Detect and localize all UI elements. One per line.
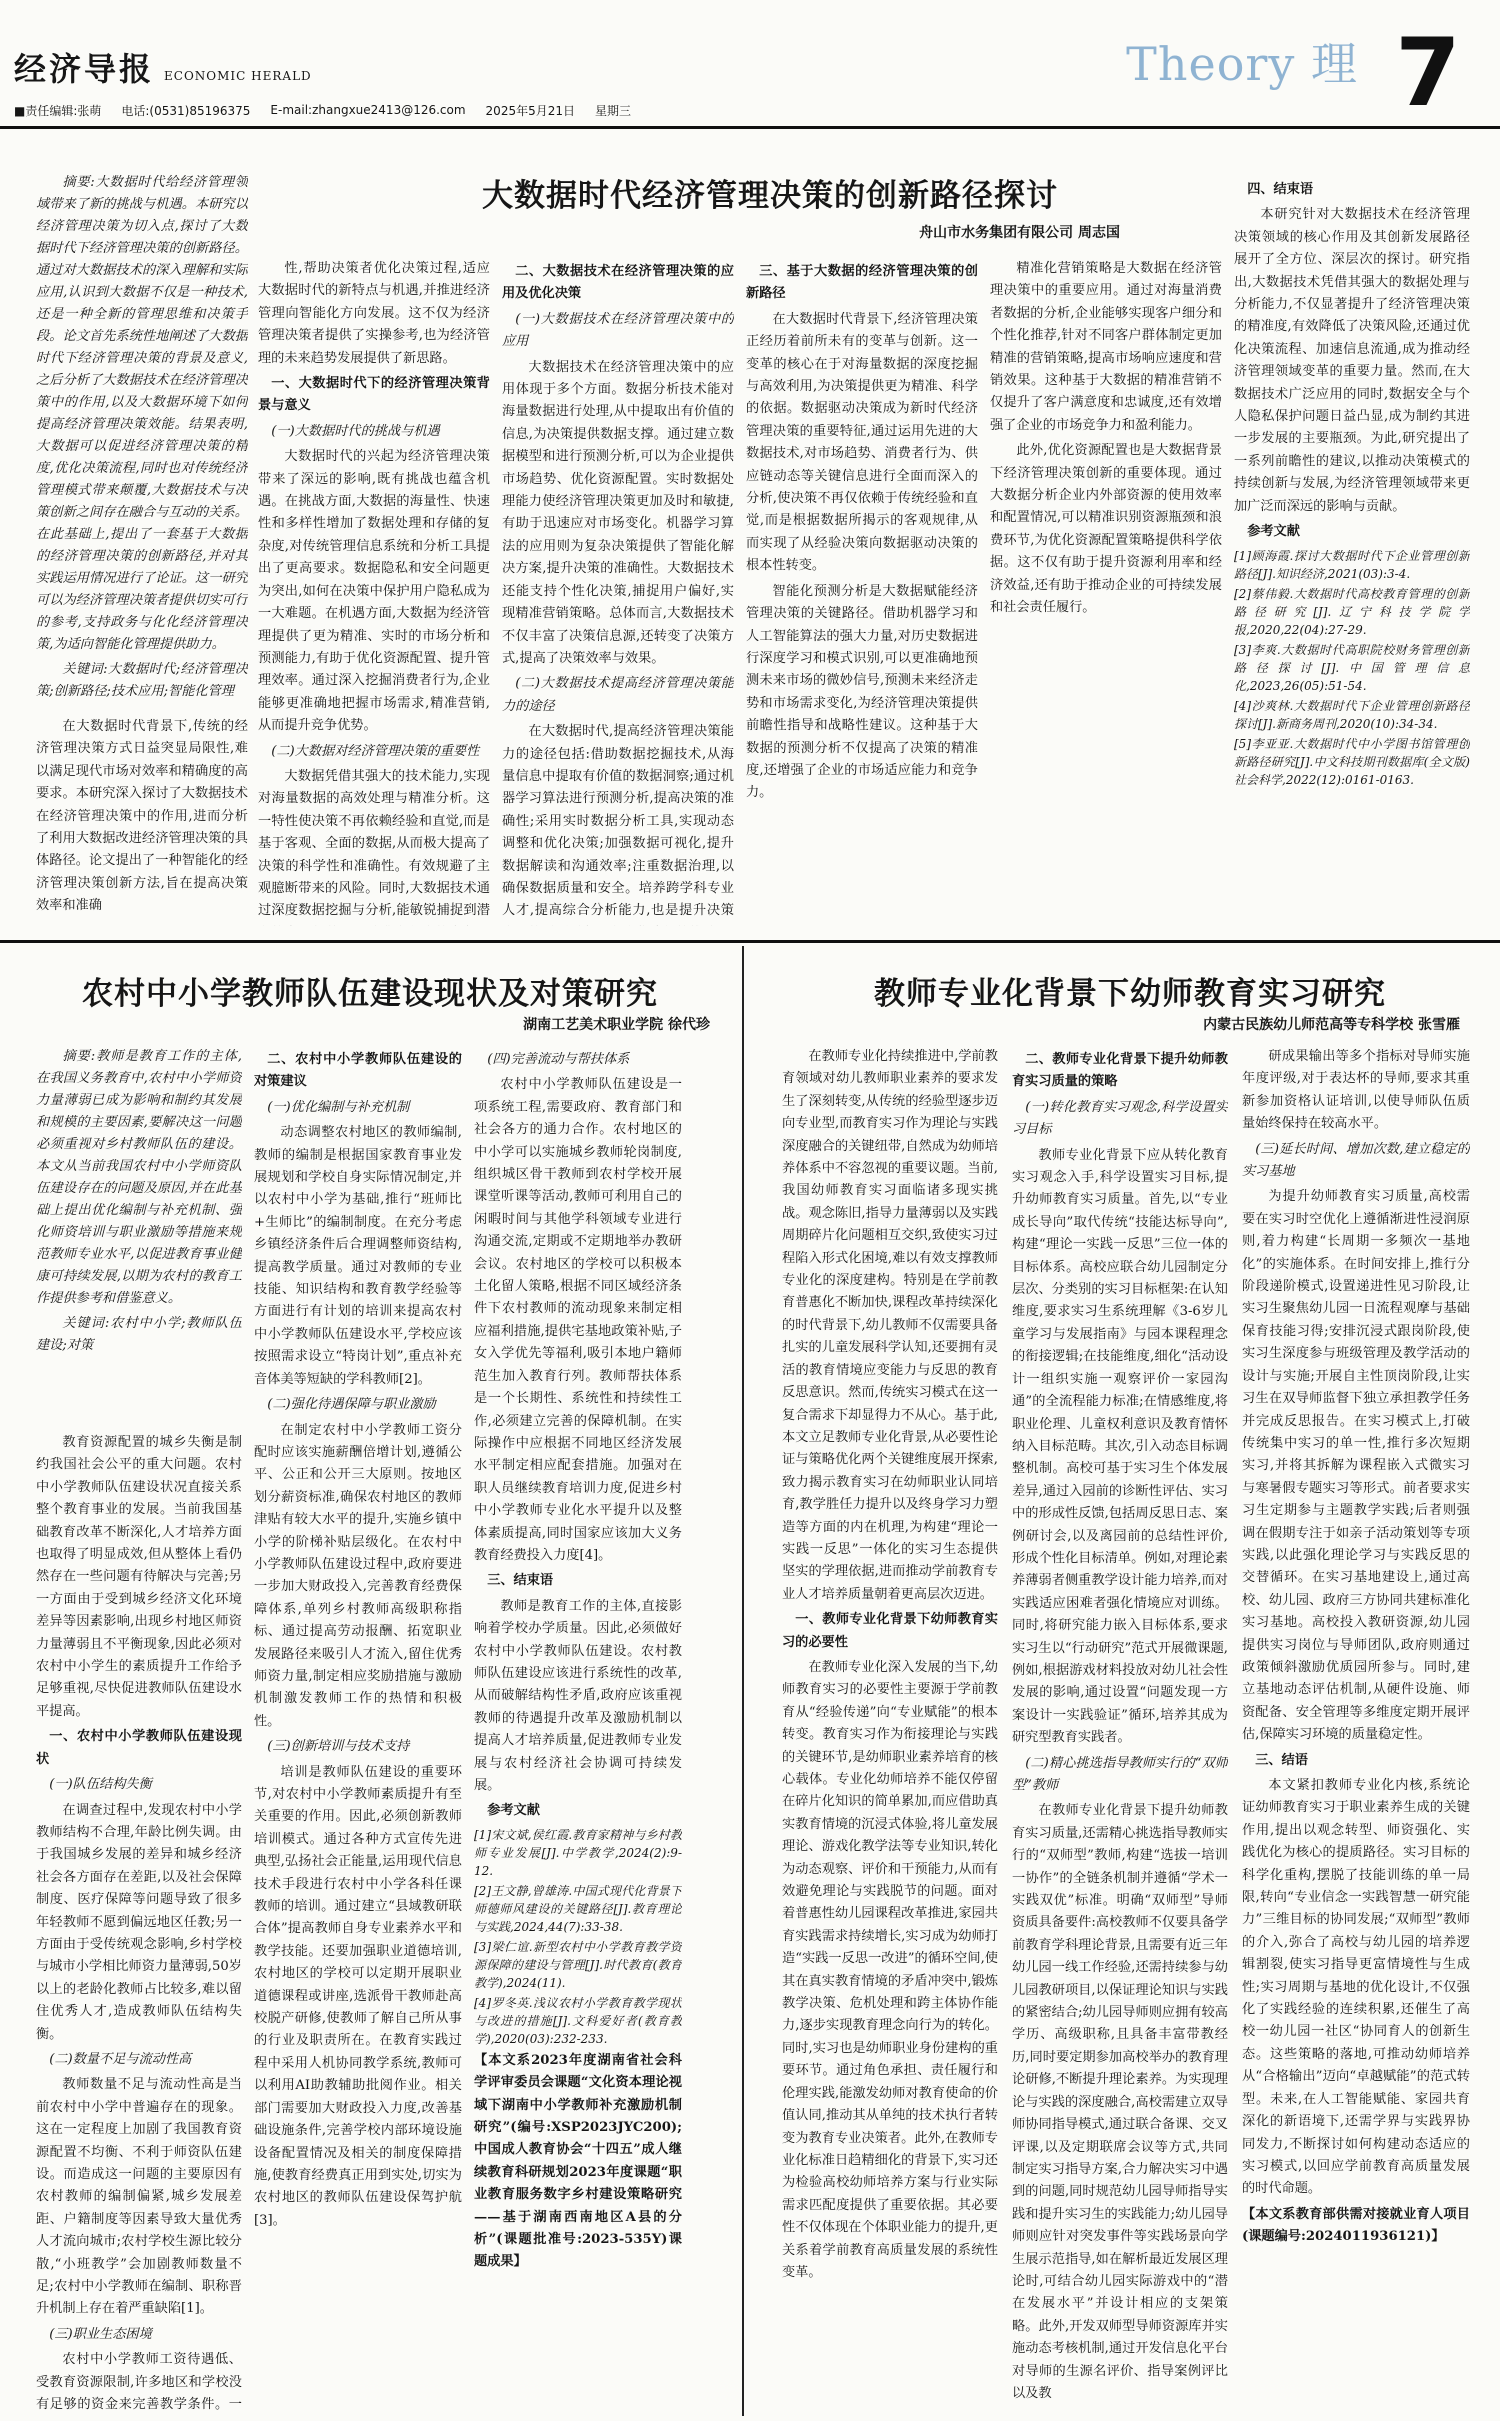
funding-note: 【本文系教育部供需对接就业育人项目(课题编号:2024011936121)】 <box>1242 2206 1470 2245</box>
funding-note: 【本文系2023年度湖南省社会科学评审委员会课题“文化资本理论视域下湖南中小学教师补充激励机制研究”(编号:XSP2023JYC200);中国成人教育协会“十四五”成人继续教育科研规划2023年度课题“职业教育服务数字乡村建设策略研究——基于湖南西南地区A县的分析”(课题批准号:2023-535Y)课题成果】 <box>474 2052 682 2270</box>
paragraph: 在制定农村中小学教师工资分配时应该实施薪酬倍增计划,遵循公平、公正和公开三大原则。按地区划分薪资标准,确保农村地区的教师津贴有较大水平的提升,实施乡镇中小学的阶梯补贴层级化。在农村中小学教师队伍建设过程中,政府要进一步加大财政投入,完善教育经费保障体系,单列乡村教师高级职称指标、通过提高劳动报酬、拓宽职业发展路径来吸引人才流入,留住优秀师资力量,制定相应奖励措施与激励机制激发教师工作的热情和积极性。 <box>254 1422 462 1729</box>
subsection-heading: (二)大数据对经济管理决策的重要性 <box>271 743 480 759</box>
paragraph: 动态调整农村地区的教师编制,教师的编制是根据国家教育事业发展规划和学校自身实际情况制定,并以农村中小学为基础,推行“班师比+生师比”的编制制度。在充分考虑乡镇经济条件后合理调整师资结构,提高教学质量。通过对教师的专业技能、知识结构和教育教学经验等方面进行有计划的培训来提高农村中小学教师队伍建设水平,学校应该按照需求设立“特岗计划”,重点补充音体美等短缺的学科教师[2]。 <box>254 1125 462 1387</box>
abstract-text: 摘要:教师是教育工作的主体,在我国义务教育中,农村中小学师资力量薄弱已成为影响和制约其发展和规模的主要因素,要解决这一问题必须重视对乡村教师队伍的建设。本文从当前我国农村中小学师资队伍建设存在的问题及原因,并在此基础上提出优化编制与补充机制、强化师资培训与职业激励等措施来规范教师专业水平,以促进教育事业健康可持续发展,以期为农村的教育工作提供参考和借鉴意义。 <box>36 1049 242 1306</box>
subsection-heading: (一)优化编制与补充机制 <box>267 1099 410 1115</box>
meta-weekday: 星期三 <box>595 103 632 118</box>
reference: [3]李爽.大数据时代高职院校财务管理创新路径探讨[J].中国管理信息化,2023,26(05):51-54. <box>1234 642 1470 693</box>
meta-email: E-mail:zhangxue2413@126.com <box>270 103 466 117</box>
references-heading: 参考文献 <box>487 1803 540 1819</box>
section-heading: 三、基于大数据的经济管理决策的创新路径 <box>746 264 978 302</box>
article1-col1 <box>36 716 248 926</box>
reference: [1]宋文斌,侯红霞.教育家精神与乡村教师专业发展[J].中学教学,2024(2):9-12. <box>474 1827 682 1878</box>
paragraph: 教师是教育工作的主体,直接影响着学校办学质量。因此,必须做好农村中小学教师队伍建设。农村教师队伍建设应该进行系统性的改革,从而破解结构性矛盾,政府应该重视教师的待遇提升改革及激励机制以提高人才培养质量,促进教师专业发展与农村经济社会协调可持续发展。 <box>474 1598 682 1793</box>
article2-title: 农村中小学教师队伍建设现状及对策研究 <box>82 976 658 1012</box>
subsection-heading: (三)创新培训与技术支持 <box>267 1739 410 1755</box>
paragraph: 本研究针对大数据技术在经济管理决策领域的核心作用及其创新发展路径展开了全方位、深层次的探讨。研究指出,大数据技术凭借其强大的数据处理与分析能力,不仅显著提升了经济管理决策的精准度,有效降低了决策风险,还通过优化决策流程、加速信息流通,成为推动经济管理领域变革的重要力量。然而,在大数据技术广泛应用的同时,数据安全与个人隐私保护问题日益凸显,成为制约其进一步发展的主要瓶颈。为此,研究提出了一系列前瞻性的建议,以推动决策模式的持续创新与发展,为经济管理领域带来更加广泛而深远的影响与贡献。 <box>1234 207 1470 514</box>
reference: [5]李亚亚.大数据时代中小学图书馆管理创新路径研究[J].中文科技期刊数据库(全文版)社会科学,2022(12):0161-0163. <box>1234 736 1470 787</box>
paragraph: 在教师专业化背景下提升幼师教育实习质量,还需精心挑选指导教师实行的“双师型”教师,构建“选拔一培训一协作”的全链条机制并遵循“学术一实践双优”标准。明确“双师型”导师资质具备要件:高校教师不仅要具备学前教育学科理论背景,且需要有近三年幼儿园一线工作经验,还需持续参与幼儿园教研项目,以保证理论知识与实践的紧密结合;幼儿园导师则应拥有较高学历、高级职称,且具备丰富带教经历,同时要定期参加高校举办的教育理论研修,不断提升理论素养。为实现理论与实践的深度融合,高校需建立双导师协同指导模式,通过联合备课、交叉评课,以及定期联席会议等方式,共同制定实习指导方案,合力解决实习中遇到的问题,同时规范幼儿园导师指导实践和提升实习生的实践能力;幼儿园导师则应针对突发事件等实践场景向学生展示范指导,如在解析最近发展区理论时,可结合幼儿园实际游戏中的“潜在发展水平”并设计相应的支架策略。此外,开发双师型导师资源库并实施动态考核机制,通过开发信息化平台对导师的生源名评价、指导案例评比以及教 <box>1012 1803 1228 2401</box>
article2-abstract <box>36 1046 242 1426</box>
subsection-heading: (一)队伍结构失衡 <box>49 1777 152 1793</box>
subsection-heading: (二)精心挑选指导教师实行的“双师型”教师 <box>1012 1755 1228 1793</box>
paragraph: 在教师专业化持续推进中,学前教育领域对幼儿教师职业素养的要求发生了深刻转变,从传统的经验型逐步迈向专业型,而教育实习作为理论与实践深度融合的关键纽带,自然成为幼师培养体系中不容忽视的重要议题。当前,我国幼师教育实习面临诸多现实挑战。观念陈旧,指导力量薄弱以及实践周期碎片化问题相互交织,致使实习过程陷入形式化困境,难以有效支撑教师专业化的深度建构。特别是在学前教育普惠化不断加快,课程改革持续深化的时代背景下,幼儿教师不仅需要具备扎实的儿童发展科学认知,还要拥有灵活的教育情境应变能力与反思的教育反思意识。然而,传统实习模式在这一复合需求下却显得力不从心。基于此,本文立足教师专业化背景,从必要性论证与策略优化两个关键维度展开探索,致力揭示教育实习在幼师职业认同培育,教学胜任力提升以及终身学习力塑造等方面的内在机理,为构建“理论一实践一反思”一体化的实习生态提供坚实的学理依据,进而推动学前教育专业人才培养质量朝着更高层次迈进。 <box>782 1049 998 1602</box>
article3-col2 <box>1012 1046 1228 2412</box>
article1-col5 <box>990 258 1222 926</box>
paragraph: 在教师专业化深入发展的当下,幼师教育实习的必要性主要源于学前教育从“经验传递”向“专业赋能”的根本转变。教育实习作为衔接理论与实践的关键环节,是幼师职业素养培育的核心载体。专业化幼师培养不能仅停留在碎片化知识的简单累加,而应借助真实教育情境的沉浸式体验,将儿童发展理论、游戏化教学法等专业知识,转化为动态观察、评价和干预能力,从而有效避免理论与实践脱节的问题。面对着普惠性幼儿园课程改革推进,家园共育实践需求持续增长,实习成为幼师打造“实践一反思一改进”的循环空间,使其在真实教育情境的矛盾冲突中,锻炼教学决策、危机处理和跨主体协作能力,逐步实现教育理念向行为的转化。同时,实习也是幼师职业身份建构的重要环节。通过角色承担、责任履行和伦理实践,能激发幼师对教育使命的价值认同,推动其从单纯的技术执行者转变为教育专业决策者。此外,在教师专业化标准日趋精细化的背景下,实习还为检验高校幼师培养方案与行业实际需求匹配度提供了重要依据。其必要性不仅体现在个体职业能力的提升,更关系着学前教育高质量发展的系统性变革。 <box>782 1659 998 2280</box>
paragraph: 大数据技术在经济管理决策中的应用体现于多个方面。数据分析技术能对海量数据进行处理,从中提取出有价值的信息,为决策提供数据支撑。通过建立数据模型和进行预测分析,可以为企业提供市场趋势、优化资源配置。实时数据处理能力使经济管理决策更加及时和敏捷,有助于迅速应对市场变化。机器学习算法的应用则为复杂决策提供了智能化解决方案,提升决策的准确性。大数据技术还能支持个性化决策,捕捉用户偏好,实现精准营销策略。总体而言,大数据技术不仅丰富了决策信息源,还转变了决策方式,提高了决策效率与效果。 <box>502 359 734 666</box>
article3-col1 <box>782 1046 998 2412</box>
section-heading: 一、农村中小学教师队伍建设现状 <box>36 1729 242 1767</box>
abstract-text: 摘要:大数据时代给经济管理领域带来了新的挑战与机遇。本研究以经济管理决策为切入点,探讨了大数据时代下经济管理决策的创新路径。通过对大数据技术的深入理解和实际应用,认识到大数据不仅是一种技术,还是一种全新的管理思维和决策手段。论文首先系统性地阐述了大数据时代下经济管理决策的背景及意义,之后分析了大数据技术在经济管理决策中的作用,以及大数据环境下如何提高经济管理决策效能。结果表明,大数据可以促进经济管理决策的精度,优化决策流程,同时也对传统经济管理模式带来颠覆,大数据技术与决策创新之间存在融合与互动的关系。在此基础上,提出了一套基于大数据的经济管理决策的创新路径,并对其实践运用情况进行了论证。这一研究可以为经济管理决策者提供切实可行的参考,支持政务与化化经济管理决策,为适向智能化管理提供助力。 <box>36 175 248 652</box>
paragraph: 大数据时代的兴起为经济管理决策带来了深远的影响,既有挑战也蕴含机遇。在挑战方面,大数据的海量性、快速性和多样性增加了数据处理和存储的复杂度,对传统管理信息系统和分析工具提出了更高要求。数据隐私和安全问题更为突出,如何在决策中保护用户隐私成为一大难题。在机遇方面,大数据为经济管理提供了更为精准、实时的市场分析和预测能力,有助于优化资源配置、提升管理效率。通过深入挖掘消费者行为,企业能够更准确地把握市场需求,精准营销,从而提升竞争优势。 <box>258 449 490 734</box>
masthead-brand <box>14 44 344 92</box>
article2-author: 湖南工艺美术职业学院 徐代珍 <box>523 1017 710 1033</box>
article1-title: 大数据时代经济管理决策的创新路径探讨 <box>482 178 1058 214</box>
paragraph: 培训是教师队伍建设的重要环节,对农村中小学教师素质提升有至关重要的作用。因此,必须创新教师培训模式。通过各种方式宣传先进典型,弘扬社会正能量,运用现代信息技术手段进行农村中小学各科任课教师的培训。通过建立“县域教研联合体”提高教师自身专业素养水平和教学技能。还要加强职业道德培训,农村地区的学校可以定期开展职业道德课程或讲座,选派骨干教师赴高校脱产研修,使教师了解自己所从事的行业及职责所在。在教育实践过程中采用人机协同教学系统,教师可以利用AI助教辅助批阅作业。相关部门需要加大财政投入力度,改善基础设施条件,完善学校内部环境设施设备配置情况及相关的制度保障措施,使教育经费真正用到实处,切实为农村地区的教师队伍建设保驾护航[3]。 <box>254 1764 462 2228</box>
reference: [2]蔡伟毅.大数据时代高校教育管理的创新路径研究[J].辽宁科技学院学报,2020,22(04):27-29. <box>1234 586 1470 637</box>
masthead-meta <box>14 98 1364 122</box>
reference: [1]顾海霞.探讨大数据时代下企业管理创新路径[J].知识经济,2021(03):3-4. <box>1234 548 1470 581</box>
reference: [2]王文静,曾雄涛.中国式现代化背景下师德师风建设的关键路径[J].教育理论与实践,2024,44(7):33-38. <box>474 1883 682 1934</box>
meta-phone: 电话:(0531)85196375 <box>121 103 251 118</box>
subsection-heading: (四)完善流动与帮扶体系 <box>487 1052 630 1067</box>
section-heading: 三、结语 <box>1255 1752 1308 1768</box>
section-label: Theory 理 <box>1126 37 1358 91</box>
article1-abstract <box>36 172 248 712</box>
article2-col3 <box>474 1046 682 2412</box>
subsection-heading: (二)数量不足与流动性高 <box>49 2051 192 2067</box>
meta-date: 2025年5月21日 <box>485 103 575 118</box>
meta-editor: ■责任编辑:张萌 <box>14 103 102 118</box>
paragraph: 大数据凭借其强大的技术能力,实现对海量数据的高效处理与精准分析。这一特性使决策不再依赖经验和直觉,而是基于客观、全面的数据,从而极大提高了决策的科学性和准确性。有效规避了主观臆断带来的风险。同时,大数据技术通过深度数据挖掘与分析,能敏锐捕捉到潜 <box>258 768 490 919</box>
subsection-heading: (三)延长时间、增加次数,建立稳定的实习基地 <box>1242 1141 1470 1180</box>
article2-col1 <box>36 1432 242 2412</box>
subsection-heading: (三)职业生态困境 <box>49 2326 152 2342</box>
article1-col6 <box>1234 176 1470 926</box>
page-number: 7 <box>1395 19 1461 128</box>
section-heading: 二、教师专业化背景下提升幼师教育实习质量的策略 <box>1012 1052 1228 1090</box>
article1-col3 <box>502 258 734 926</box>
section-heading: 一、大数据时代下的经济管理决策背景与意义 <box>258 376 490 414</box>
paragraph: 此外,优化资源配置也是大数据背景下经济管理决策创新的重要体现。通过大数据分析企业内外部资源的使用效率和配置情况,可以精准识别资源瓶颈和浪费环节,为优化资源配置策略提供科学依据。这不仅有助于提升资源利用率和经济效益,还有助于推动企业的可持续发展和社会责任履行。 <box>990 443 1222 616</box>
paragraph: 农村中小学教师队伍建设是一项系统工程,需要政府、教育部门和社会各方的通力合作。农村地区的中小学可以实施城乡教师轮岗制度,组织城区骨干教师到农村学校开展课堂听课等活动,教师可利用自己的闲暇时间与其他学科领域专业进行沟通交流,定期或不定期地举办教研会议。农村地区的学校可以积极本土化留人策略,根据不同区域经济条件下农村教师的流动现象来制定相应福利措施,提供宅基地政策补贴,子女入学优先等福利,吸引本地户籍师范生加入教育行列。教师帮扶体系是一个长期性、系统性和持续性工作,必须建立完善的保障机制。在实际操作中应根据不同地区经济发展水平制定相应配套措施。加强对在职人员继续教育培训力度,促进乡村中小学教师专业化水平提升以及整体素质提高,同时国家应该加大义务教育经费投入力度[4]。 <box>474 1077 682 1563</box>
article1-author: 舟山市水务集团有限公司 周志国 <box>919 225 1120 241</box>
paragraph: 在大数据时代背景下,经济管理决策正经历着前所未有的变革与创新。这一变革的核心在于对海量数据的深度挖掘与高效利用,为决策提供更为精准、科学的依据。数据驱动决策成为新时代经济管理决策的重要特征,通过运用先进的大数据技术,对市场趋势、消费者行为、供应链动态等关键信息进行全面而深入的分析,使决策不再仅依赖于传统经验和直觉,而是根据数据所揭示的客观规律,从而实现了从经验决策向数据驱动决策的根本性转变。 <box>746 311 978 574</box>
paragraph: 教育资源配置的城乡失衡是制约我国社会公平的重大问题。农村中小学教师队伍建设状况直接关系整个教育事业的发展。当前我国基础教育改革不断深化,人才培养方面也取得了明显成效,但从整体上看仍然存在一些问题有待解决与完善;另一方面由于受到城乡经济文化环境差异等因素影响,出现乡村地区师资力量薄弱且不平衡现象,因此必须对农村中小学生的素质提升工作给予足够重视,尽快促进教师队伍建设水平提高。 <box>36 1435 242 1719</box>
article1-col4 <box>746 258 978 926</box>
subsection-heading: (二)大数据技术提高经济管理决策能力的途径 <box>502 676 734 714</box>
paragraph: 性,帮助决策者优化决策过程,适应大数据时代的新特点与机遇,并推进经济管理向智能化方向发展。这不仅为经济管理决策者提供了实操参考,也为经济管理的未来趋势发展提供了新思路。 <box>258 261 490 366</box>
subsection-heading: (一)大数据时代的挑战与机遇 <box>271 423 440 439</box>
paragraph: 精准化营销策略是大数据在经济管理决策中的重要应用。通过对海量消费者数据的分析,企业能够实现客户细分和个性化推荐,针对不同客户群体制定更加精准的营销策略,提高市场响应速度和营销效果。这种基于大数据的精准营销不仅提升了客户满意度和忠诚度,还有效增强了企业的市场竞争力和盈利能力。 <box>990 261 1222 433</box>
section-heading: 四、结束语 <box>1247 182 1314 197</box>
keywords: 关键词:农村中小学;教师队伍建设;对策 <box>36 1316 242 1353</box>
brand-english: ECONOMIC HERALD <box>164 69 312 83</box>
paragraph: 教师专业化背景下应从转化教育实习观念入手,科学设置实习目标,提升幼师教育实习质量。首先,以“专业成长导向”取代传统“技能达标导向”,构建“理论一实践一反思”三位一体的目标体系。高校应联合幼儿园制定分层次、分类别的实习目标框架:在认知维度,要求实习生系统理解《3-6岁儿童学习与发展指南》与园本课程理念的衔接逻辑;在技能维度,细化“活动设计一组织实施一观察评价一家园沟通”的全流程能力标准;在情感维度,将职业伦理、儿童权利意识及教育情怀纳入目标范畴。其次,引入动态目标调整机制。高校可基于实习生个体发展差异,通过入园前的诊断性评估、实习中的形成性反馈,包括周反思日志、案例研讨会,以及离园前的总结性评价,形成个性化目标清单。例如,对理论素养薄弱者侧重教学设计能力培养,而对实践适应困难者强化情境应对训练。同时,将研究能力嵌入目标体系,要求实习生以“行动研究”范式开展微课题,例如,根据游戏材料投放对幼儿社会性发展的影响,通过设置“问题发现一方案设计一实践验证”循环,培养其成为研究型教育实践者。 <box>1012 1147 1228 1746</box>
section-heading: 二、大数据技术在经济管理决策的应用及优化决策 <box>502 264 734 302</box>
section-heading: 一、教师专业化背景下幼师教育实习的必要性 <box>782 1612 998 1650</box>
reference: [4]沙爽林.大数据时代下企业管理创新路径探讨[J].新商务周刊,2020(10):34-34. <box>1234 698 1470 731</box>
article1-col2 <box>258 258 490 926</box>
references-heading: 参考文献 <box>1247 524 1300 540</box>
paragraph: 智能化预测分析是大数据赋能经济管理决策的关键路径。借助机器学习和人工智能算法的强大力量,对历史数据进行深度学习和模式识别,可以更准确地预测未来市场的微妙信号,预测未来经济走势和市场需求变化,为经济管理决策提供前瞻性指导和战略性建议。这种基于大数据的预测分析不仅提高了决策的精准度,还增强了企业的市场适应能力和竞争力。 <box>746 583 978 801</box>
article3-title: 教师专业化背景下幼师教育实习研究 <box>874 976 1386 1012</box>
paragraph: 农村中小学教师工资待遇低、受教育资源限制,许多地区和学校没有足够的资金来完善教学条件。一 <box>36 2352 242 2412</box>
section-divider <box>0 940 1500 943</box>
column-divider <box>742 946 744 2416</box>
subsection-heading: (二)强化待遇保障与职业激励 <box>267 1397 436 1413</box>
paragraph: 本文紧扣教师专业化内核,系统论证幼师教育实习于职业素养生成的关键作用,提出以观念转型、师资强化、实践优化为核心的提质路径。实习目标的科学化重构,摆脱了技能训练的单一局限,转向“专业信念一实践智慧一研究能力”三维目标的协同发展;“双师型”教师的介入,弥合了高校与幼儿园的培养逻辑割裂,使实习指导更富情境性与生成性;实习周期与基地的优化设计,不仅强化了实践经验的连续积累,还催生了高校一幼儿园一社区“协同育人的创新生态。这些策略的落地,可推动幼师培养从“合格输出”迈向“卓越赋能”的范式转型。未来,在人工智能赋能、家园共育深化的新语境下,还需学界与实践界协同发力,不断探讨如何构建动态适应的实习模式,以回应学前教育高质量发展的时代命题。 <box>1242 1778 1470 2197</box>
paragraph: 在大数据时代背景下,传统的经济管理决策方式日益突显局限性,难以满足现代市场对效率和精确度的高要求。本研究深入探讨了大数据技术在经济管理决策中的作用,进而分析了利用大数据改进经济管理决策的具体路径。论文提出了一种智能化的经济管理决策创新方法,旨在提高决策效率和准确 <box>36 719 248 914</box>
brand-name: 经济导报 <box>14 50 155 88</box>
paragraph: 为提升幼师教育实习质量,高校需要在实习时空优化上遵循渐进性浸润原则,着力构建“长周期一多频次一基地化”的实施体系。在时间安排上,推行分阶段递阶模式,设置递进性见习阶段,让实习生聚焦幼儿园一日流程观摩与基础保育技能习得;安排沉浸式跟岗阶段,使实习生深度参与班级管理及教学活动的设计与实施;开展自主性顶岗阶段,让实习生在双导师监督下独立承担教学任务并完成反思报告。在实习模式上,打破传统集中实习的单一性,推行多次短期实习,并将其拆解为课程嵌入式微实习与寒暑假专题实习等形式。前者要求实习生定期参与主题教学实践;后者则强调在假期专注于如亲子活动策划等专项实践,以此强化理论学习与实践反思的交替循环。在实习基地建设上,通过高校、幼儿园、政府三方协同共建标准化实习基地。高校投入教研资源,幼儿园提供实习岗位与导师团队,政府则通过政策倾斜激励优质园所参与。同时,建立基地动态评估机制,从硬件设施、师资配备、安全管理等多维度定期开展评估,保障实习环境的质量稳定性。 <box>1242 1189 1470 1743</box>
article2-col2 <box>254 1046 462 2412</box>
reference: [4]罗冬英.浅议农村小学教育教学现状与改进的措施[J].文科爱好者(教育教学),2020(03):232-233. <box>474 1995 682 2046</box>
reference: [3]梁仁谊.新型农村中小学教育教学资源保障的建设与管理[J].时代教育(教育教学),2024(11). <box>474 1939 682 1990</box>
top-rule <box>0 126 1500 129</box>
subsection-heading: (一)大数据技术在经济管理决策中的应用 <box>502 311 734 350</box>
section-heading: 三、结束语 <box>487 1573 554 1589</box>
article3-col3 <box>1242 1046 1470 2412</box>
paragraph: 教师数量不足与流动性高是当前农村中小学中普遍存在的现象。这在一定程度上加剧了我国教育资源配置不均衡、不利于师资队伍建设。而造成这一问题的主要原因有农村教师的编制偏紧,城乡发展差距、户籍制度等因素导致大量优秀人才流向城市;农村学校生源比较分散,“小班教学”会加剧教师数量不足;农村中小学教师在编制、职称晋升机制上存在着严重缺陷[1]。 <box>36 2077 242 2317</box>
article3-author: 内蒙古民族幼儿师范高等专科学校 张雪雁 <box>1203 1017 1460 1033</box>
section-heading: 二、农村中小学教师队伍建设的对策建议 <box>254 1052 462 1090</box>
paragraph: 在大数据时代,提高经济管理决策能力的途径包括:借助数据挖掘技术,从海量信息中提取有价值的数据洞察;通过机器学习算法进行预测分析,提高决策的准确性;采用实时数据分析工具,实现动态调整和优化决策;加强数据可视化,提升数据解读和沟通效率;注重数据治理,以确保数据质量和安全。培养跨学科专业人才,提高综合分析能力,也是提升决策 <box>502 724 734 919</box>
paragraph: 研成果输出等多个指标对导师实施年度评级,对于表达杯的导师,要求其重新参加资格认证培训,以使导师队伍质量始终保持在较高水平。 <box>1242 1049 1470 1132</box>
subsection-heading: (一)转化教育实习观念,科学设置实习目标 <box>1012 1099 1228 1138</box>
paragraph: 在调查过程中,发现农村中小学教师结构不合理,年龄比例失调。由于我国城乡发展的差异和城乡经济社会各方面存在差距,以及社会保障制度、医疗保障等问题导致了很多年轻教师不愿到偏远地区任教;另一方面由于受传统观念影响,乡村学校与城市小学相比师资力量薄弱,50岁以上的老龄化教师占比较多,难以留住优秀人才,造成教师队伍结构失衡。 <box>36 1802 242 2042</box>
keywords: 关键词:大数据时代;经济管理决策;创新路径;技术应用;智能化管理 <box>36 662 248 699</box>
